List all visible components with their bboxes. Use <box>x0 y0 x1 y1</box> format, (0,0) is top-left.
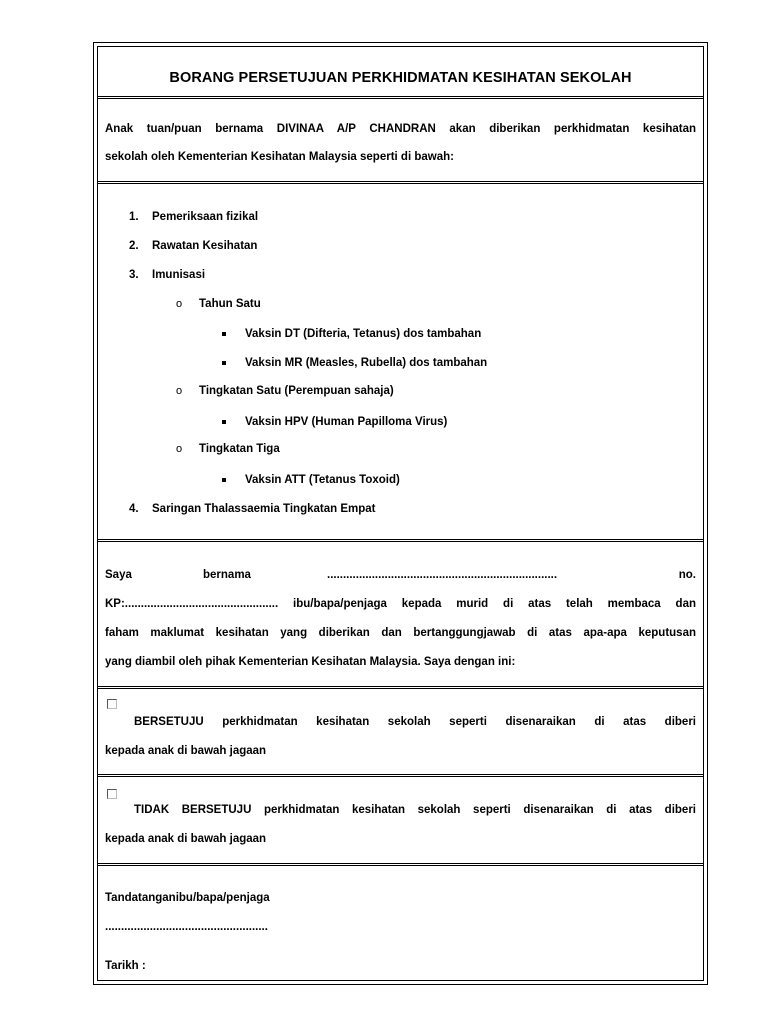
service-item: Saringan Thalassaemia Tingkatan Empat <box>152 503 376 515</box>
intro-line-1: Anak tuan/puan bernama DIVINAA A/P CHANDRAN akan diberikan perkhidmatan kesihatan <box>105 123 696 135</box>
declaration-bernama: bernama <box>203 569 251 581</box>
section-divider <box>98 539 703 542</box>
section-divider <box>98 774 703 777</box>
disagree-line-1: TIDAK BERSETUJU perkhidmatan kesihatan sekolah seperti disenaraikan di atas diberi <box>134 804 696 816</box>
list-number: 3. <box>129 269 139 281</box>
agree-checkbox[interactable] <box>107 699 117 709</box>
declaration-saya: Saya <box>105 569 132 581</box>
square-bullet-icon <box>222 361 226 365</box>
declaration-line-4: yang diambil oleh pihak Kementerian Kesihatan Malaysia. Saya dengan ini: <box>105 656 516 668</box>
list-number: 4. <box>129 503 139 515</box>
section-divider <box>98 96 703 99</box>
form-title: BORANG PERSETUJUAN PERKHIDMATAN KESIHATAN SEKOLAH <box>169 70 632 86</box>
vaccine-item: Vaksin DT (Difteria, Tetanus) dos tambahan <box>245 328 482 340</box>
date-label: Tarikh : <box>105 960 146 972</box>
section-divider <box>98 863 703 866</box>
list-number: 2. <box>129 240 139 252</box>
service-item: Rawatan Kesihatan <box>152 240 258 252</box>
consent-form <box>93 42 708 985</box>
vaccine-item: Vaksin ATT (Tetanus Toxoid) <box>245 474 400 486</box>
service-item: Pemeriksaan fizikal <box>152 211 259 223</box>
square-bullet-icon <box>222 420 226 424</box>
form-inner-border <box>97 46 704 981</box>
circle-bullet-icon: o <box>176 298 183 310</box>
section-divider <box>98 181 703 184</box>
disagree-line-2: kepada anak di bawah jagaan <box>105 833 267 845</box>
vaccine-item: Vaksin MR (Measles, Rubella) dos tambahan <box>245 357 488 369</box>
vaccine-item: Vaksin HPV (Human Papilloma Virus) <box>245 416 448 428</box>
name-blank: ........................................................................ <box>327 569 558 581</box>
circle-bullet-icon: o <box>176 443 183 455</box>
declaration-line-2: KP:................................................ ibu/bapa/penjaga kepada murid di atas telah membaca dan <box>105 598 696 610</box>
declaration-no: no. <box>678 569 696 581</box>
square-bullet-icon <box>222 478 226 482</box>
sub-item: Tingkatan Satu (Perempuan sahaja) <box>199 385 394 397</box>
declaration-line-3: faham maklumat kesihatan yang diberikan dan bertanggungjawab di atas apa-apa keputusan <box>105 627 696 639</box>
signature-line[interactable]: ................................................... <box>105 921 268 933</box>
intro-line-2: sekolah oleh Kementerian Kesihatan Malaysia seperti di bawah: <box>105 151 454 163</box>
disagree-checkbox[interactable] <box>107 789 117 799</box>
sub-item: Tingkatan Tiga <box>199 443 280 455</box>
agree-line-1: BERSETUJU perkhidmatan kesihatan sekolah seperti disenaraikan di atas diberi <box>134 716 696 728</box>
agree-line-2: kepada anak di bawah jagaan <box>105 745 267 757</box>
sub-item: Tahun Satu <box>199 298 261 310</box>
section-divider <box>98 686 703 689</box>
circle-bullet-icon: o <box>176 385 183 397</box>
square-bullet-icon <box>222 332 226 336</box>
declaration-line-1 <box>105 569 696 585</box>
signature-label: Tandatanganibu/bapa/penjaga <box>105 892 270 904</box>
list-number: 1. <box>129 211 139 223</box>
service-item: Imunisasi <box>152 269 206 281</box>
